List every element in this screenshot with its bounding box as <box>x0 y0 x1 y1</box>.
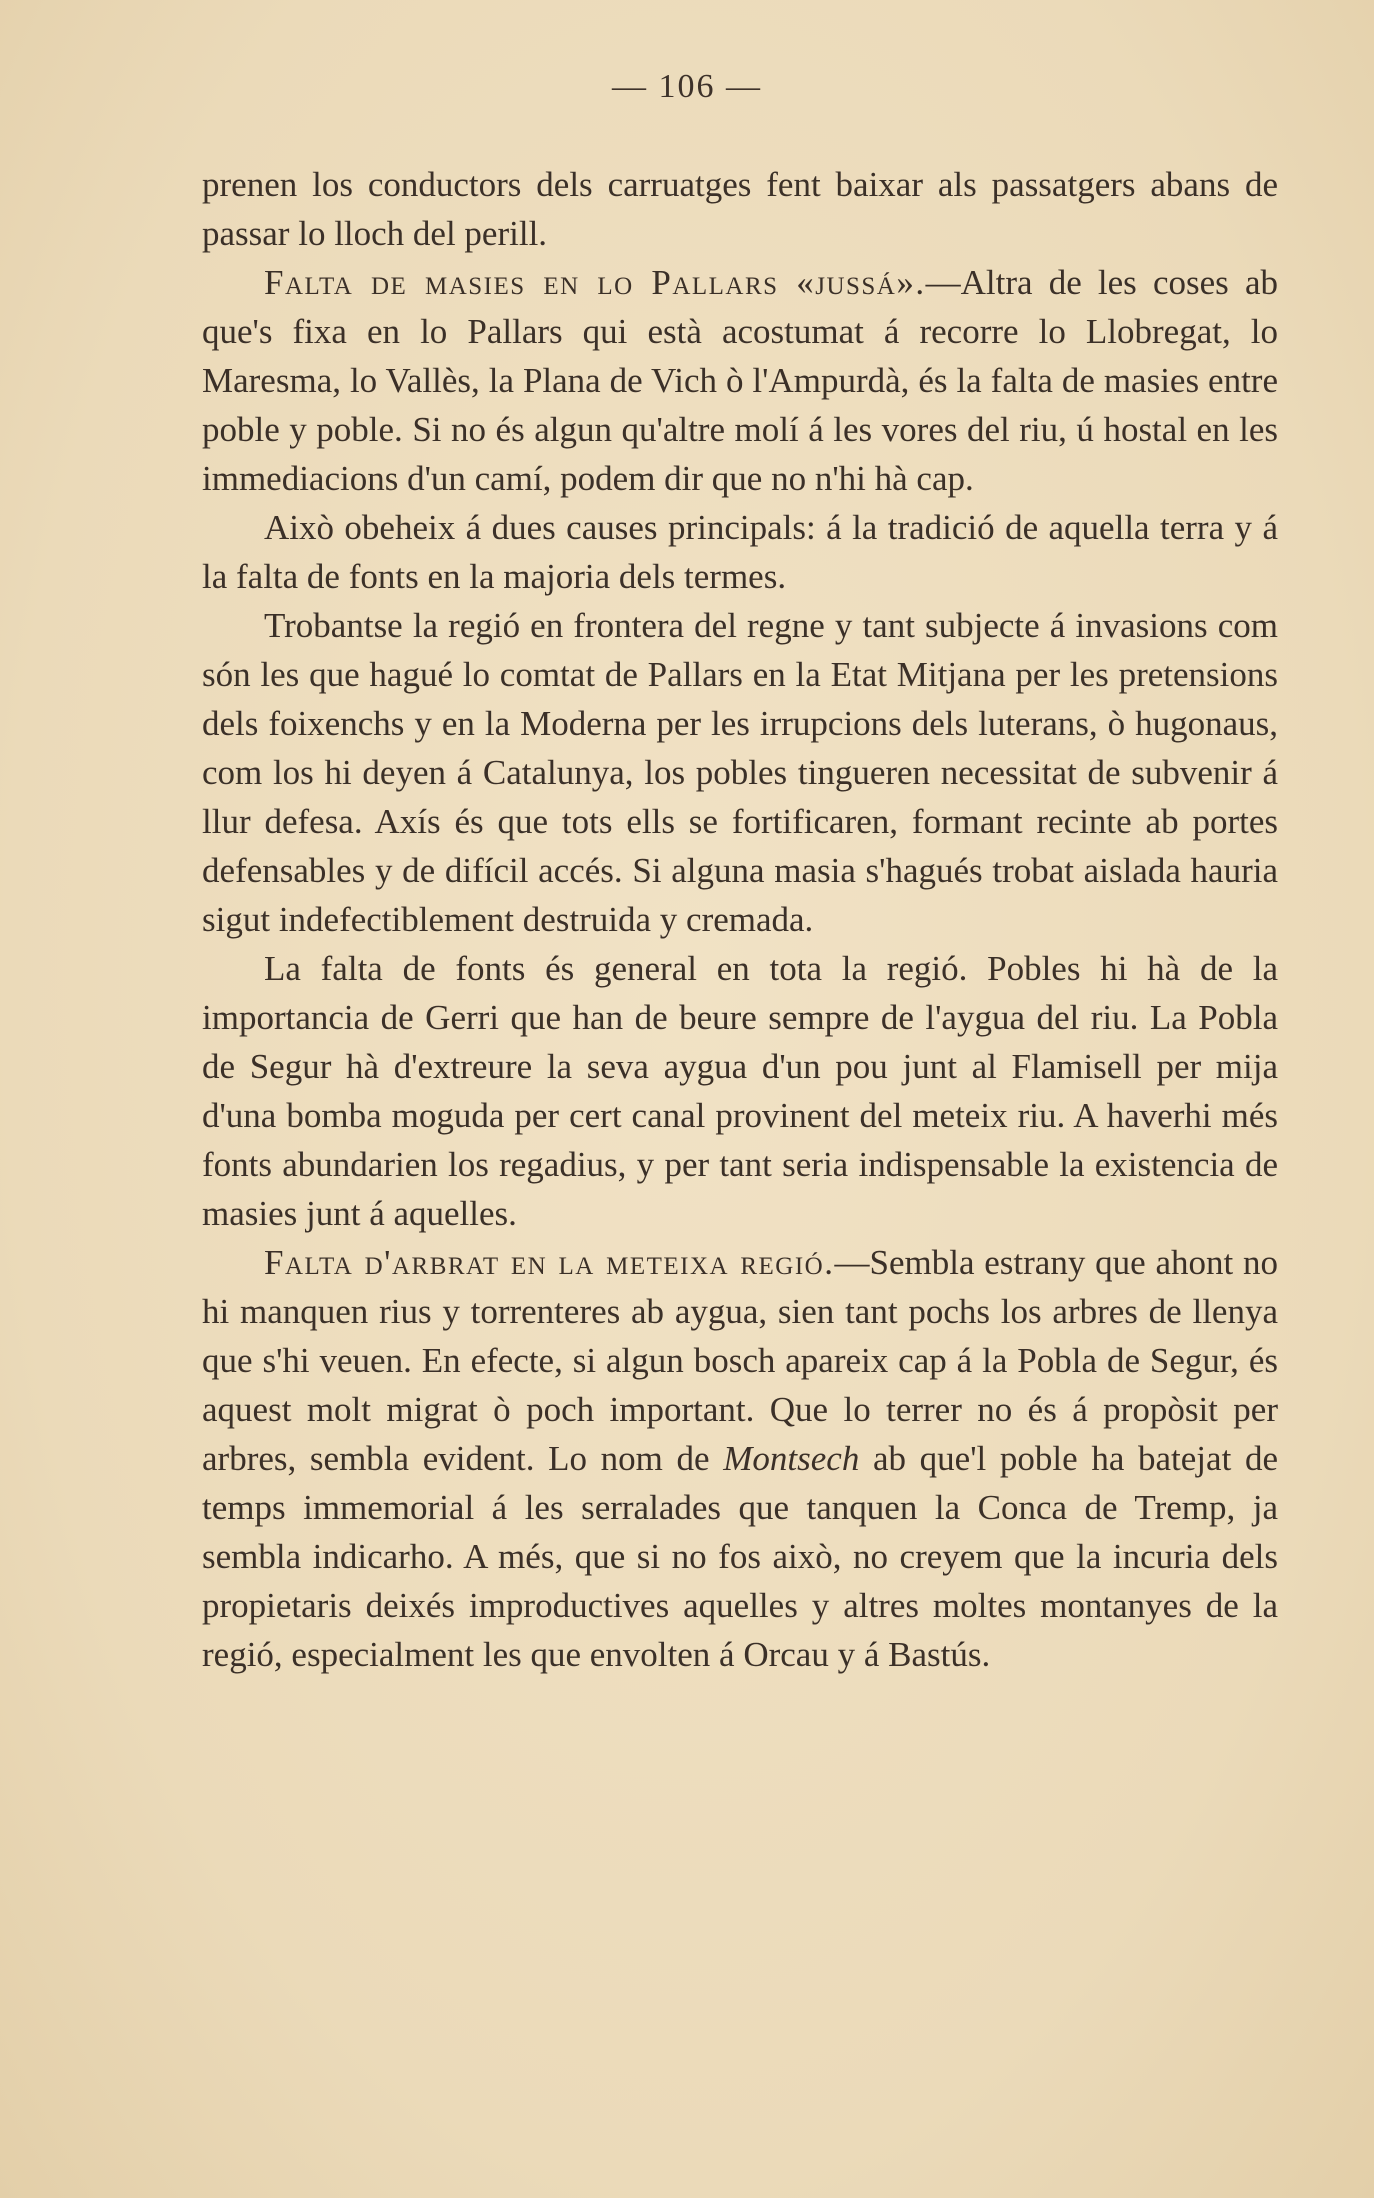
italic-place-name: Montsech <box>723 1439 860 1478</box>
section-heading: Falta d'arbrat en la meteixa regió. <box>264 1243 835 1282</box>
paragraph-text: Trobantse la regió en frontera del regne y tant subjecte á invasions com són les que hagué lo comtat de Pallars en la Etat Mitjana per les pretensions dels foixenchs y en la Moderna per les irrupcions dels luterans, ò hugonaus, com los hi deyen á Catalunya, los pobles tingueren necessitat de subvenir á llur defesa. Axís és que tots ells se fortificaren, formant recinte ab portes defensables y de difícil accés. Si alguna masia s'hagués trobat aislada hauria sigut indefectiblement destruida y cremada. <box>202 606 1278 939</box>
paragraph-2 <box>202 258 1278 503</box>
paragraph-text: prenen los conductors dels carruatges fent baixar als passatgers abans de passar lo lloch del perill. <box>202 165 1278 253</box>
page-number: — 106 — <box>612 68 762 105</box>
section-heading: Falta de masies en lo Pallars «jussá». <box>264 263 926 302</box>
body-text <box>202 160 1278 1679</box>
paragraph-1 <box>202 160 1278 258</box>
paragraph-5 <box>202 944 1278 1238</box>
paragraph-6 <box>202 1238 1278 1679</box>
paragraph-text: —Sembla estrany que ahont no hi manquen rius y torrenteres ab aygua, sien tant pochs los arbres de llenya que s'hi veuen. En efecte, si algun bosch apareix cap á la Pobla de Segur, és aquest molt migrat ò poch important. Que lo terrer no és á propòsit per arbres, sembla evident. Lo nom de <box>202 1243 1278 1478</box>
paragraph-text: —Altra de les coses ab que's fixa en lo Pallars qui està acostumat á recorre lo Llobregat, lo Maresma, lo Vallès, la Plana de Vich ò l'Ampurdà, és la falta de masies entre poble y poble. Si no és algun qu'altre molí á les vores del riu, ú hostal en les immediacions d'un camí, podem dir que no n'hi hà cap. <box>202 263 1278 498</box>
paragraph-text: ab que'l poble ha batejat de temps immemorial á les serralades que tanquen la Conca de Tremp, ja sembla indicarho. A més, que si no fos això, no creyem que la incuria dels propietaris deixés improductives aquelles y altres moltes montanyes de la regió, especialment les que envolten á Orcau y á Bastús. <box>202 1439 1278 1674</box>
paragraph-3 <box>202 503 1278 601</box>
paragraph-4 <box>202 601 1278 944</box>
paragraph-text: Això obeheix á dues causes principals: á la tradició de aquella terra y á la falta de fonts en la majoria dels termes. <box>202 508 1278 596</box>
paragraph-text: La falta de fonts és general en tota la regió. Pobles hi hà de la importancia de Gerri que han de beure sempre de l'aygua del riu. La Pobla de Segur hà d'extreure la seva aygua d'un pou junt al Flamisell per mija d'una bomba moguda per cert canal provinent del meteix riu. A haverhi més fonts abundarien los regadius, y per tant seria indispensable la existencia de masies junt á aquelles. <box>202 949 1278 1233</box>
